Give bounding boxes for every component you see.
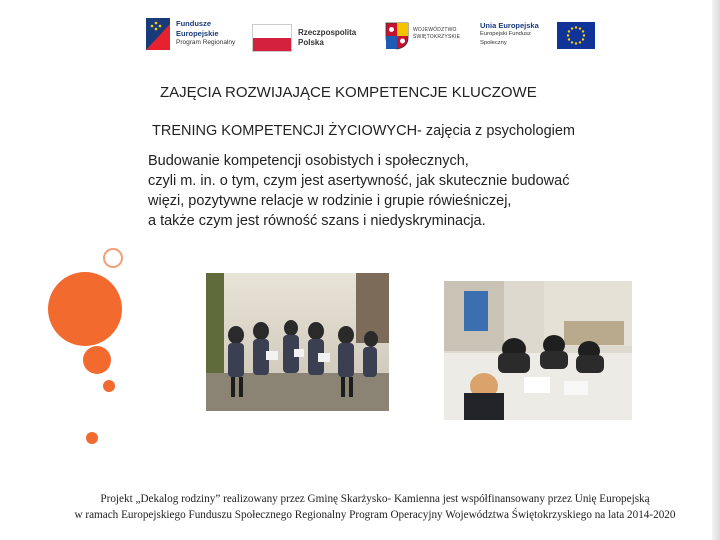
crest-icon <box>385 22 409 50</box>
logo-rzeczpospolita <box>252 14 372 58</box>
rp-line2: Polska <box>298 38 324 47</box>
ue-line1: Unia Europejska <box>480 21 539 30</box>
ue-line2: Europejski Fundusz <box>480 31 531 37</box>
decorative-circle-small <box>103 380 115 392</box>
photo-group-session-image <box>206 273 389 411</box>
footer <box>40 491 710 523</box>
fe-line3: Program Regionalny <box>176 39 236 46</box>
photo-table-work <box>444 281 632 420</box>
decorative-ring <box>103 248 123 268</box>
eu-flag-icon <box>557 22 595 49</box>
description <box>148 151 708 231</box>
footer-line2: w ramach Europejskiego Funduszu Społecznego Regionalny Program Operacyjny Województwa Świętokrzyskiego na lata 2014-2020 <box>74 509 676 521</box>
photo-table-work-image <box>444 281 632 420</box>
fe-logo-icon <box>146 18 170 50</box>
decorative-circle-large <box>48 272 122 346</box>
slide-subtitle: TRENING KOMPETENCJI ŻYCIOWYCH- zajęcia z psychologiem <box>152 123 575 139</box>
edge-shadow <box>712 0 720 540</box>
footer-line1: Projekt „Dekalog rodziny” realizowany przez Gminę Skarżysko- Kamienna jest współfinansowany przez Unię Europejską <box>100 493 650 505</box>
logo-unia-europejska <box>480 14 600 58</box>
description-line: czyli m. in. o tym, czym jest asertywność, jak skutecznie budować <box>148 173 570 189</box>
description-line: a także czym jest równość szans i niedyskryminacja. <box>148 213 486 229</box>
ws-line2: ŚWIĘTOKRZYSKIE <box>413 34 461 40</box>
ws-line1: WOJEWÓDZTWO <box>413 27 457 33</box>
ue-line3: Społeczny <box>480 40 507 46</box>
polish-flag-icon <box>252 24 292 52</box>
decorative-circle-small <box>86 432 98 444</box>
logo-wojewodztwo <box>385 14 465 58</box>
description-line: więzi, pozytywne relacje w rodzinie i grupie rówieśniczej, <box>148 193 512 209</box>
fe-line2: Europejskie <box>176 28 219 38</box>
slide-title: ZAJĘCIA ROZWIJAJĄCE KOMPETENCJE KLUCZOWE <box>160 84 537 101</box>
decorative-circle-medium <box>83 346 111 374</box>
photo-group-session <box>206 273 389 411</box>
logo-fundusze-europejskie <box>146 14 246 58</box>
rp-line1: Rzeczpospolita <box>298 28 357 37</box>
description-line: Budowanie kompetencji osobistych i społecznych, <box>148 153 469 169</box>
fe-line1: Fundusze <box>176 19 211 28</box>
logo-strip <box>140 14 600 58</box>
